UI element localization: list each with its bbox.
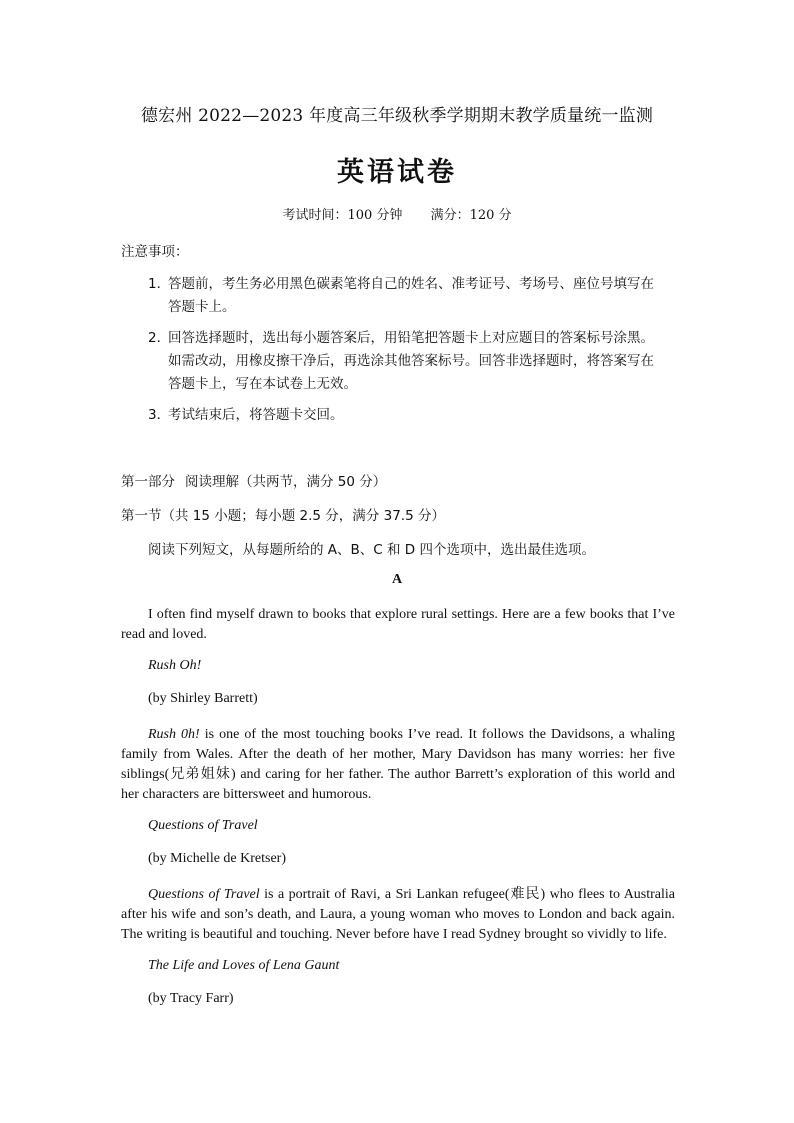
note-item-3 <box>148 404 676 427</box>
passage-letter: A <box>391 572 403 587</box>
passage-intro: I often find myself drawn to books that explore rural settings. Here are a few books that I’ve read and loved. <box>121 607 675 642</box>
book-author: (by Shirley Barrett) <box>148 691 258 706</box>
exam-score: 满分：120 分 <box>430 208 512 223</box>
instruction-text: 阅读下列短文，从每题所给的 A、B、C 和 D 四个选项中，选出最佳选项。 <box>148 542 595 558</box>
review-book-title: Rush 0h! <box>148 727 200 742</box>
part-label: 第一部分 <box>121 474 175 490</box>
exam-meta <box>0 204 794 223</box>
part-heading <box>121 470 386 490</box>
note-line: 考试结束后，将答题卡交回。 <box>168 407 344 423</box>
exam-time: 考试时间：100 分钟 <box>282 208 403 223</box>
book-title: Rush Oh! <box>148 658 202 673</box>
book-title: The Life and Loves of Lena Gaunt <box>148 958 340 973</box>
part-title: 阅读理解（共两节，满分 50 分） <box>185 474 387 490</box>
subject-title: 英语试卷 <box>337 157 457 188</box>
note-line: 答题卡上。 <box>168 299 236 315</box>
book-review <box>121 885 675 945</box>
note-number: 2． <box>148 330 171 346</box>
book-author: (by Michelle de Kretser) <box>148 851 286 866</box>
section-heading: 第一节（共 15 小题；每小题 2.5 分，满分 37.5 分） <box>121 508 445 524</box>
note-line: 如需改动，用橡皮擦干净后，再选涂其他答案标号。回答非选择题时，将答案写在 <box>168 353 654 369</box>
review-text: is one of the most touching books I’ve read. It follows the Davidsons, a whaling family from Wales. After the death of her mother, Mary Davidson has many worries: her five siblings(兄弟姐妹) and caring for her father. The author Barrett’s exploration of this world and her characters are bittersweet and humorous. <box>121 727 675 802</box>
note-line: 答题卡上，写在本试卷上无效。 <box>168 376 357 392</box>
book-title: Questions of Travel <box>148 818 258 833</box>
note-number: 3． <box>148 407 171 423</box>
note-line: 回答选择题时，选出每小题答案后，用铅笔把答题卡上对应题目的答案标号涂黑。 <box>168 330 654 346</box>
book-author: (by Tracy Farr) <box>148 991 234 1006</box>
note-item-1 <box>148 273 676 319</box>
review-book-title: Questions of Travel <box>148 887 260 902</box>
notes-heading: 注意事项： <box>121 244 189 260</box>
exam-title: 德宏州 2022—2023 年度高三年级秋季学期期末教学质量统一监测 <box>140 106 654 126</box>
note-number: 1． <box>148 276 171 292</box>
book-review <box>121 725 675 805</box>
note-item-2 <box>148 327 676 396</box>
note-line: 答题前，考生务必用黑色碳素笔将自己的姓名、准考证号、考场号、座位号填写在 <box>168 276 654 292</box>
review-text: is a portrait of Ravi, a Sri Lankan refugee(难民) who flees to Australia after his wife and son’s death, and Laura, a young woman who moves to London and back again. The writing is beautiful and touching. Never before have I read Sydney brought so vividly to life. <box>121 887 676 942</box>
